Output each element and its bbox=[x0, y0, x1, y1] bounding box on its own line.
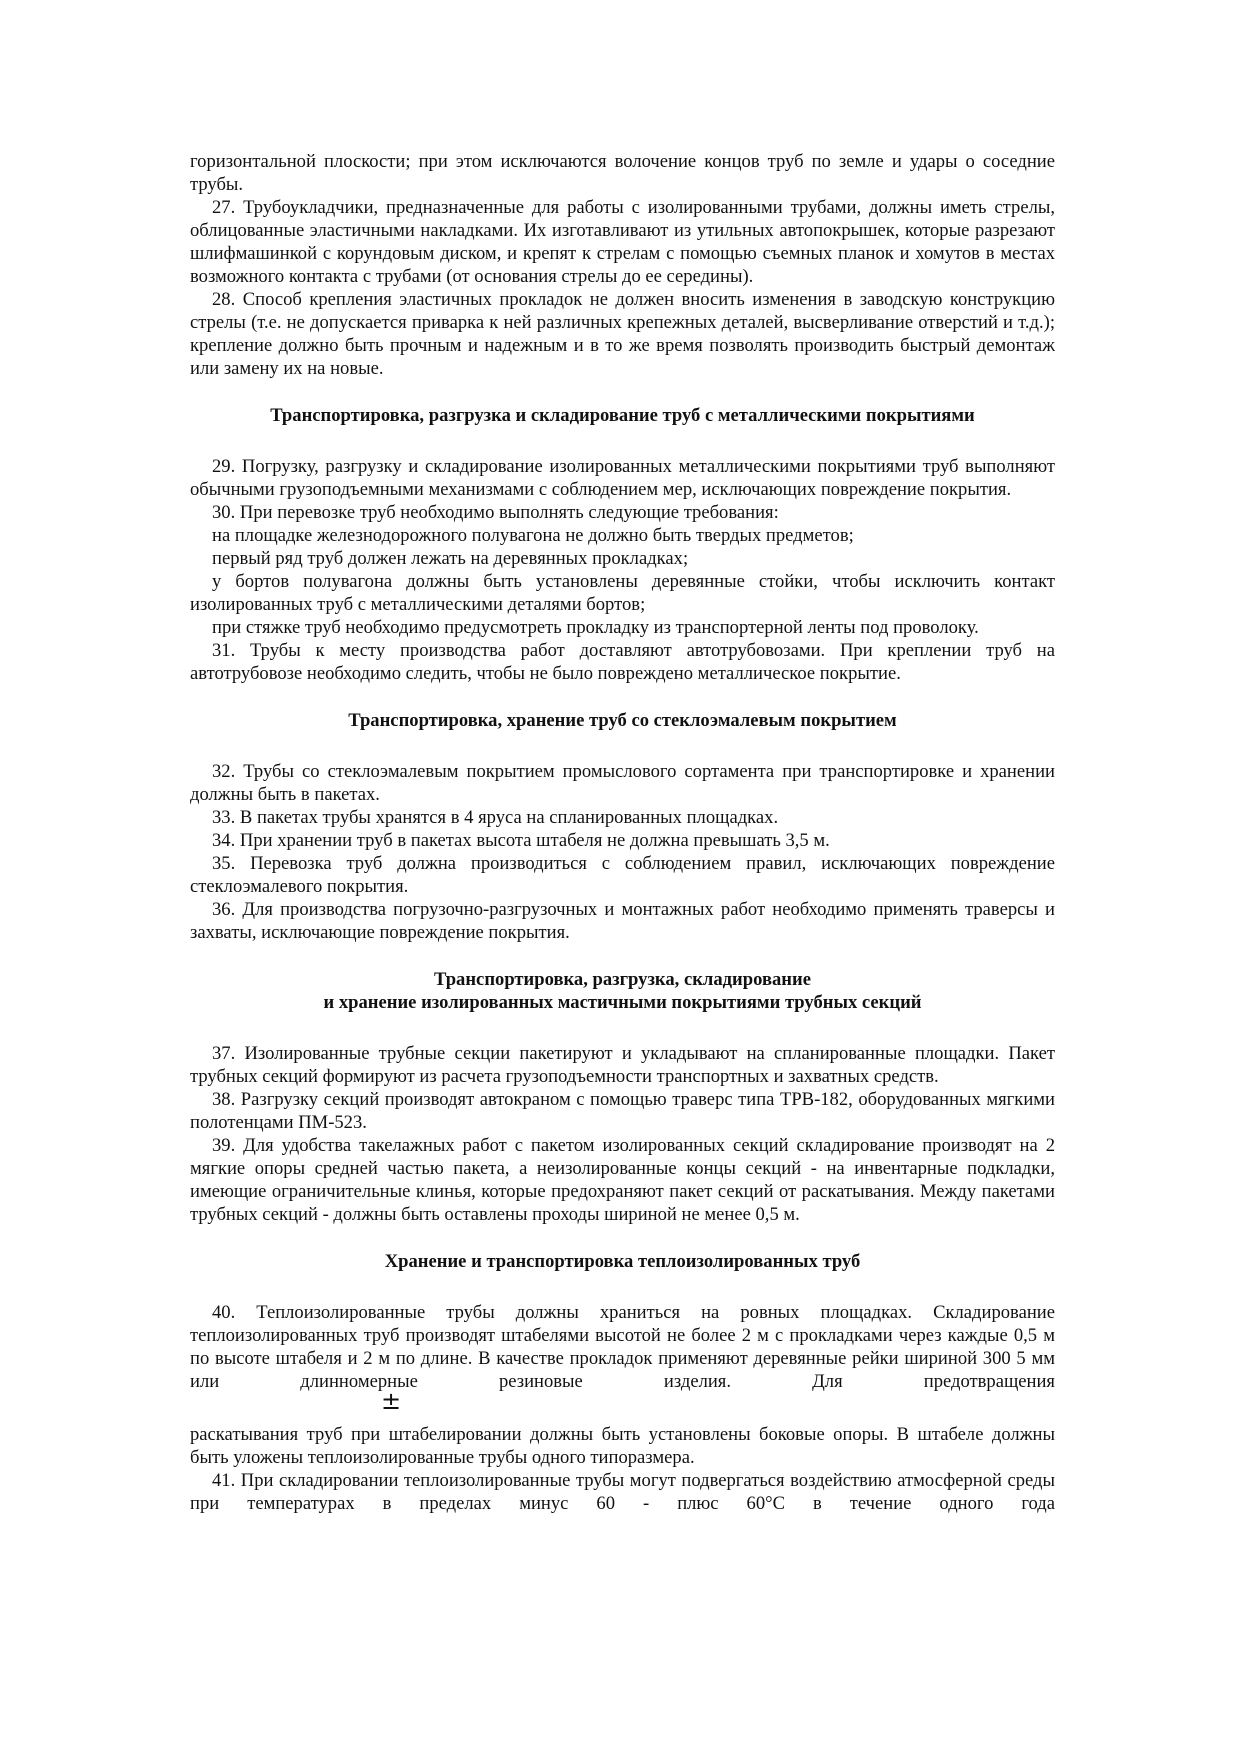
paragraph-30-item-3: у бортов полувагона должны быть установлены деревянные стойки, чтобы исключить контакт изолированных труб с металлическими деталями бортов; bbox=[190, 571, 1055, 615]
paragraph-35: 35. Перевозка труб должна производиться с соблюдением правил, исключающих повреждение стеклоэмалевого покрытия. bbox=[190, 853, 1055, 897]
paragraph-27: 27. Трубоукладчики, предназначенные для работы с изолированными трубами, должны иметь стрелы, облицованные эластичными накладками. Их изготавливают из утильных автопокрышек, которые разрезают шлифмашинкой с корундовым диском, и крепят к стрелам с помощью съемных планок и хомутов в местах возможного контакта с трубами (от основания стрелы до ее середины). bbox=[190, 197, 1055, 287]
paragraph-32: 32. Трубы со стеклоэмалевым покрытием промыслового сортамента при транспортировке и хранении должны быть в пакетах. bbox=[190, 761, 1055, 805]
paragraph-40-part-1: 40. Теплоизолированные трубы должны храниться на ровных площадках. Складирование теплоизолированных труб производят штабелями высотой не более 2 м с прокладками через каждые 0,5 м по высоте штабеля и 2 м по длине. В качестве прокладок применяют деревянные рейки шириной 300 5 мм или длинномерные резиновые изделия. Для предотвращения bbox=[190, 1302, 1055, 1392]
paragraph-33: 33. В пакетах трубы хранятся в 4 яруса на спланированных площадках. bbox=[212, 807, 779, 828]
paragraph-30-item-4: при стяжке труб необходимо предусмотреть прокладку из транспортерной ленты под проволоку. bbox=[212, 617, 979, 638]
paragraph-34: 34. При хранении труб в пакетах высота штабеля не должна превышать 3,5 м. bbox=[212, 830, 830, 851]
section-heading-line-1: Транспортировка, разгрузка, складирование bbox=[434, 969, 811, 990]
paragraph-39: 39. Для удобства такелажных работ с пакетом изолированных секций складирование производят на 2 мягкие опоры средней частью пакета, а неизолированные концы секций - на инвентарные подкладки, имеющие ограничительные клинья, которые предохраняют пакет секций от раскатывания. Между пакетами трубных секций - должны быть оставлены проходы шириной не менее 0,5 м. bbox=[190, 1135, 1055, 1225]
paragraph-30: 30. При перевозке труб необходимо выполнять следующие требования: bbox=[212, 502, 779, 523]
paragraph-29: 29. Погрузку, разгрузку и складирование изолированных металлическими покрытиями труб выполняют обычными грузоподъемными механизмами с соблюдением мер, исключающих повреждение покрытия. bbox=[190, 456, 1055, 500]
section-heading-metal-coatings: Транспортировка, разгрузка и складирование труб с металлическими покрытиями bbox=[270, 405, 975, 426]
paragraph-30-item-2: первый ряд труб должен лежать на деревянных прокладках; bbox=[212, 548, 689, 569]
paragraph-37: 37. Изолированные трубные секции пакетируют и укладывают на спланированные площадки. Пакет трубных секций формируют из расчета грузоподъемности транспортных и захватных средств. bbox=[190, 1043, 1055, 1087]
plus-minus-line bbox=[190, 1387, 1055, 1423]
plus-minus-symbol: ± bbox=[381, 1387, 402, 1415]
paragraph-31: 31. Трубы к месту производства работ доставляют автотрубовозами. При креплении труб на автотрубовозе необходимо следить, чтобы не было повреждено металлическое покрытие. bbox=[190, 640, 1055, 684]
paragraph-30-item-1: на площадке железнодорожного полувагона не должно быть твердых предметов; bbox=[212, 525, 854, 546]
section-heading-glass-enamel: Транспортировка, хранение труб со стеклоэмалевым покрытием bbox=[348, 710, 897, 731]
paragraph-40-part-2: раскатывания труб при штабелировании должны быть установлены боковые опоры. В штабеле должны быть уложены теплоизолированные трубы одного типоразмера. bbox=[190, 1424, 1055, 1468]
paragraph-41: 41. При складировании теплоизолированные трубы могут подвергаться воздействию атмосферной среды при температурах в пределах минус 60 - плюс 60°С в течение одного года bbox=[190, 1470, 1055, 1514]
section-heading-mastic-sections bbox=[190, 968, 1055, 1014]
paragraph-28: 28. Способ крепления эластичных прокладок не должен вносить изменения в заводскую конструкцию стрелы (т.е. не допускается приварка к ней различных крепежных деталей, высверливание отверстий и т.д.); крепление должно быть прочным и надежным и в то же время позволять производить быстрый демонтаж или замену их на новые. bbox=[190, 289, 1055, 379]
paragraph-38: 38. Разгрузку секций производят автокраном с помощью траверс типа ТРВ-182, оборудованных мягкими полотенцами ПМ-523. bbox=[190, 1089, 1055, 1133]
paragraph-36: 36. Для производства погрузочно-разгрузочных и монтажных работ необходимо применять траверсы и захваты, исключающие повреждение покрытия. bbox=[190, 899, 1055, 943]
section-heading-line-2: и хранение изолированных мастичными покрытиями трубных секций bbox=[323, 992, 922, 1013]
section-heading-thermal-insulated: Хранение и транспортировка теплоизолированных труб bbox=[384, 1251, 861, 1272]
paragraph-intro: горизонтальной плоскости; при этом исключаются волочение концов труб по земле и удары о соседние трубы. bbox=[190, 151, 1055, 195]
document-page bbox=[190, 150, 1055, 1515]
